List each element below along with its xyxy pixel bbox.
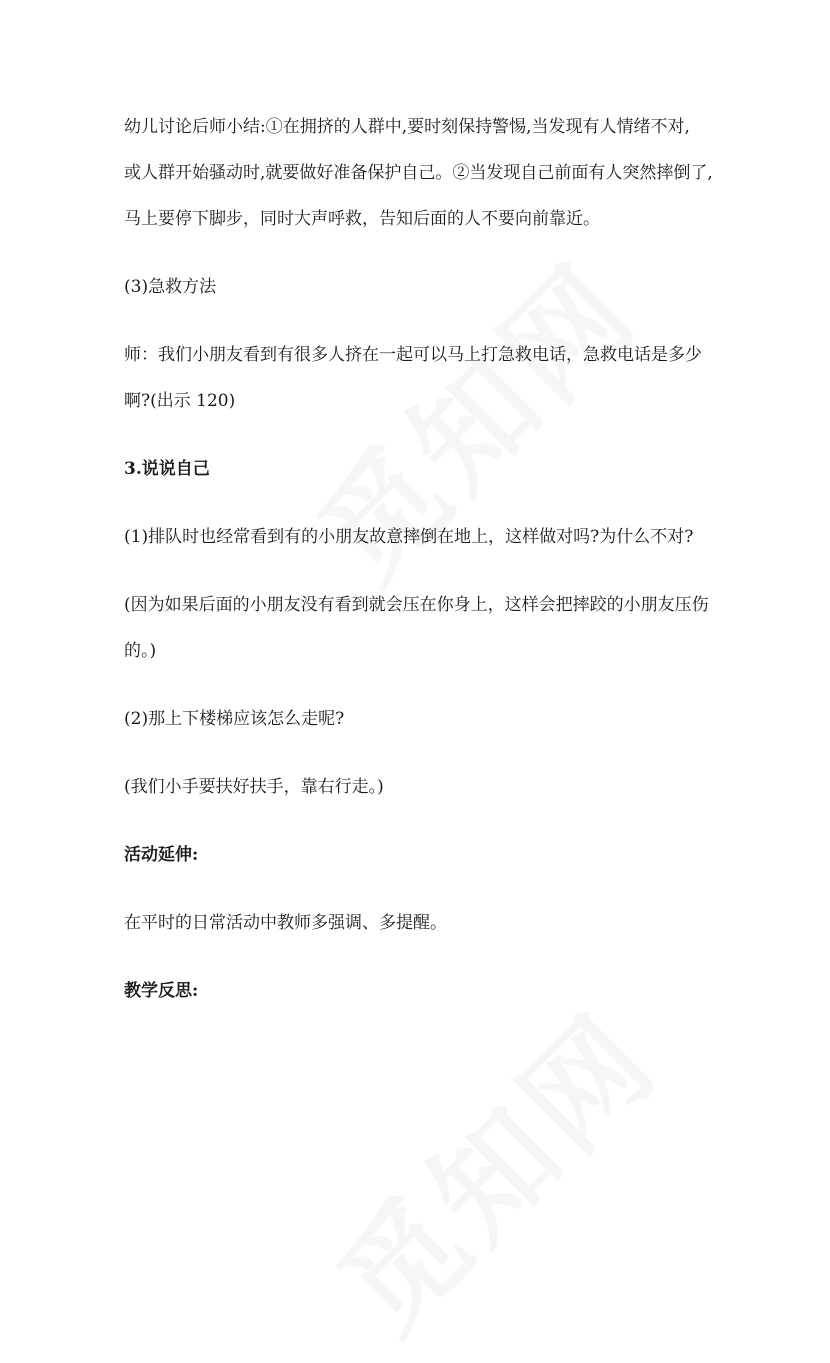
- text-line: (我们小手要扶好扶手，靠右行走。): [124, 777, 384, 797]
- text-line: 马上要停下脚步，同时大声呼救，告知后面的人不要向前靠近。: [124, 209, 600, 229]
- text-line: 幼儿讨论后师小结:①在拥挤的人群中,要时刻保持警惕,当发现有人情绪不对,: [124, 117, 690, 137]
- section-heading: 教学反思:: [124, 981, 199, 1001]
- section-heading: 活动延伸:: [124, 845, 199, 865]
- paragraph-heading-first-aid: [124, 264, 714, 310]
- text-line: (因为如果后面的小朋友没有看到就会压在你身上，这样会把摔跤的小朋友压伤: [124, 595, 709, 615]
- text-line: (1)排队时也经常看到有的小朋友故意摔倒在地上，这样做对吗?为什么不对?: [124, 527, 694, 547]
- text-line: 在平时的日常活动中教师多强调、多提醒。: [124, 913, 447, 933]
- section-heading-talk-about-self: [124, 446, 714, 492]
- paragraph-answer-1: [124, 582, 714, 674]
- paragraph-answer-2: [124, 764, 714, 810]
- text-line: (3)急救方法: [124, 277, 217, 297]
- paragraph-question-1: [124, 514, 714, 560]
- paragraph-question-2: [124, 696, 714, 742]
- section-heading-reflection: [124, 968, 714, 1014]
- text-line: 或人群开始骚动时,就要做好准备保护自己。②当发现自己前面有人突然摔倒了,: [124, 163, 713, 183]
- paragraph-summary: [124, 104, 714, 242]
- paragraph-extension: [124, 900, 714, 946]
- watermark: [295, 969, 688, 1362]
- paragraph-teacher-question: [124, 332, 714, 424]
- section-heading: 3.说说自己: [124, 459, 210, 479]
- text-line: 师：我们小朋友看到有很多人挤在一起可以马上打急救电话，急救电话是多少: [124, 345, 702, 365]
- section-heading-extension: [124, 832, 714, 878]
- text-line: (2)那上下楼梯应该怎么走呢?: [124, 709, 345, 729]
- text-line: 的。): [124, 641, 157, 661]
- text-line: 啊?(出示 120): [124, 391, 236, 411]
- document-body: [124, 104, 714, 1014]
